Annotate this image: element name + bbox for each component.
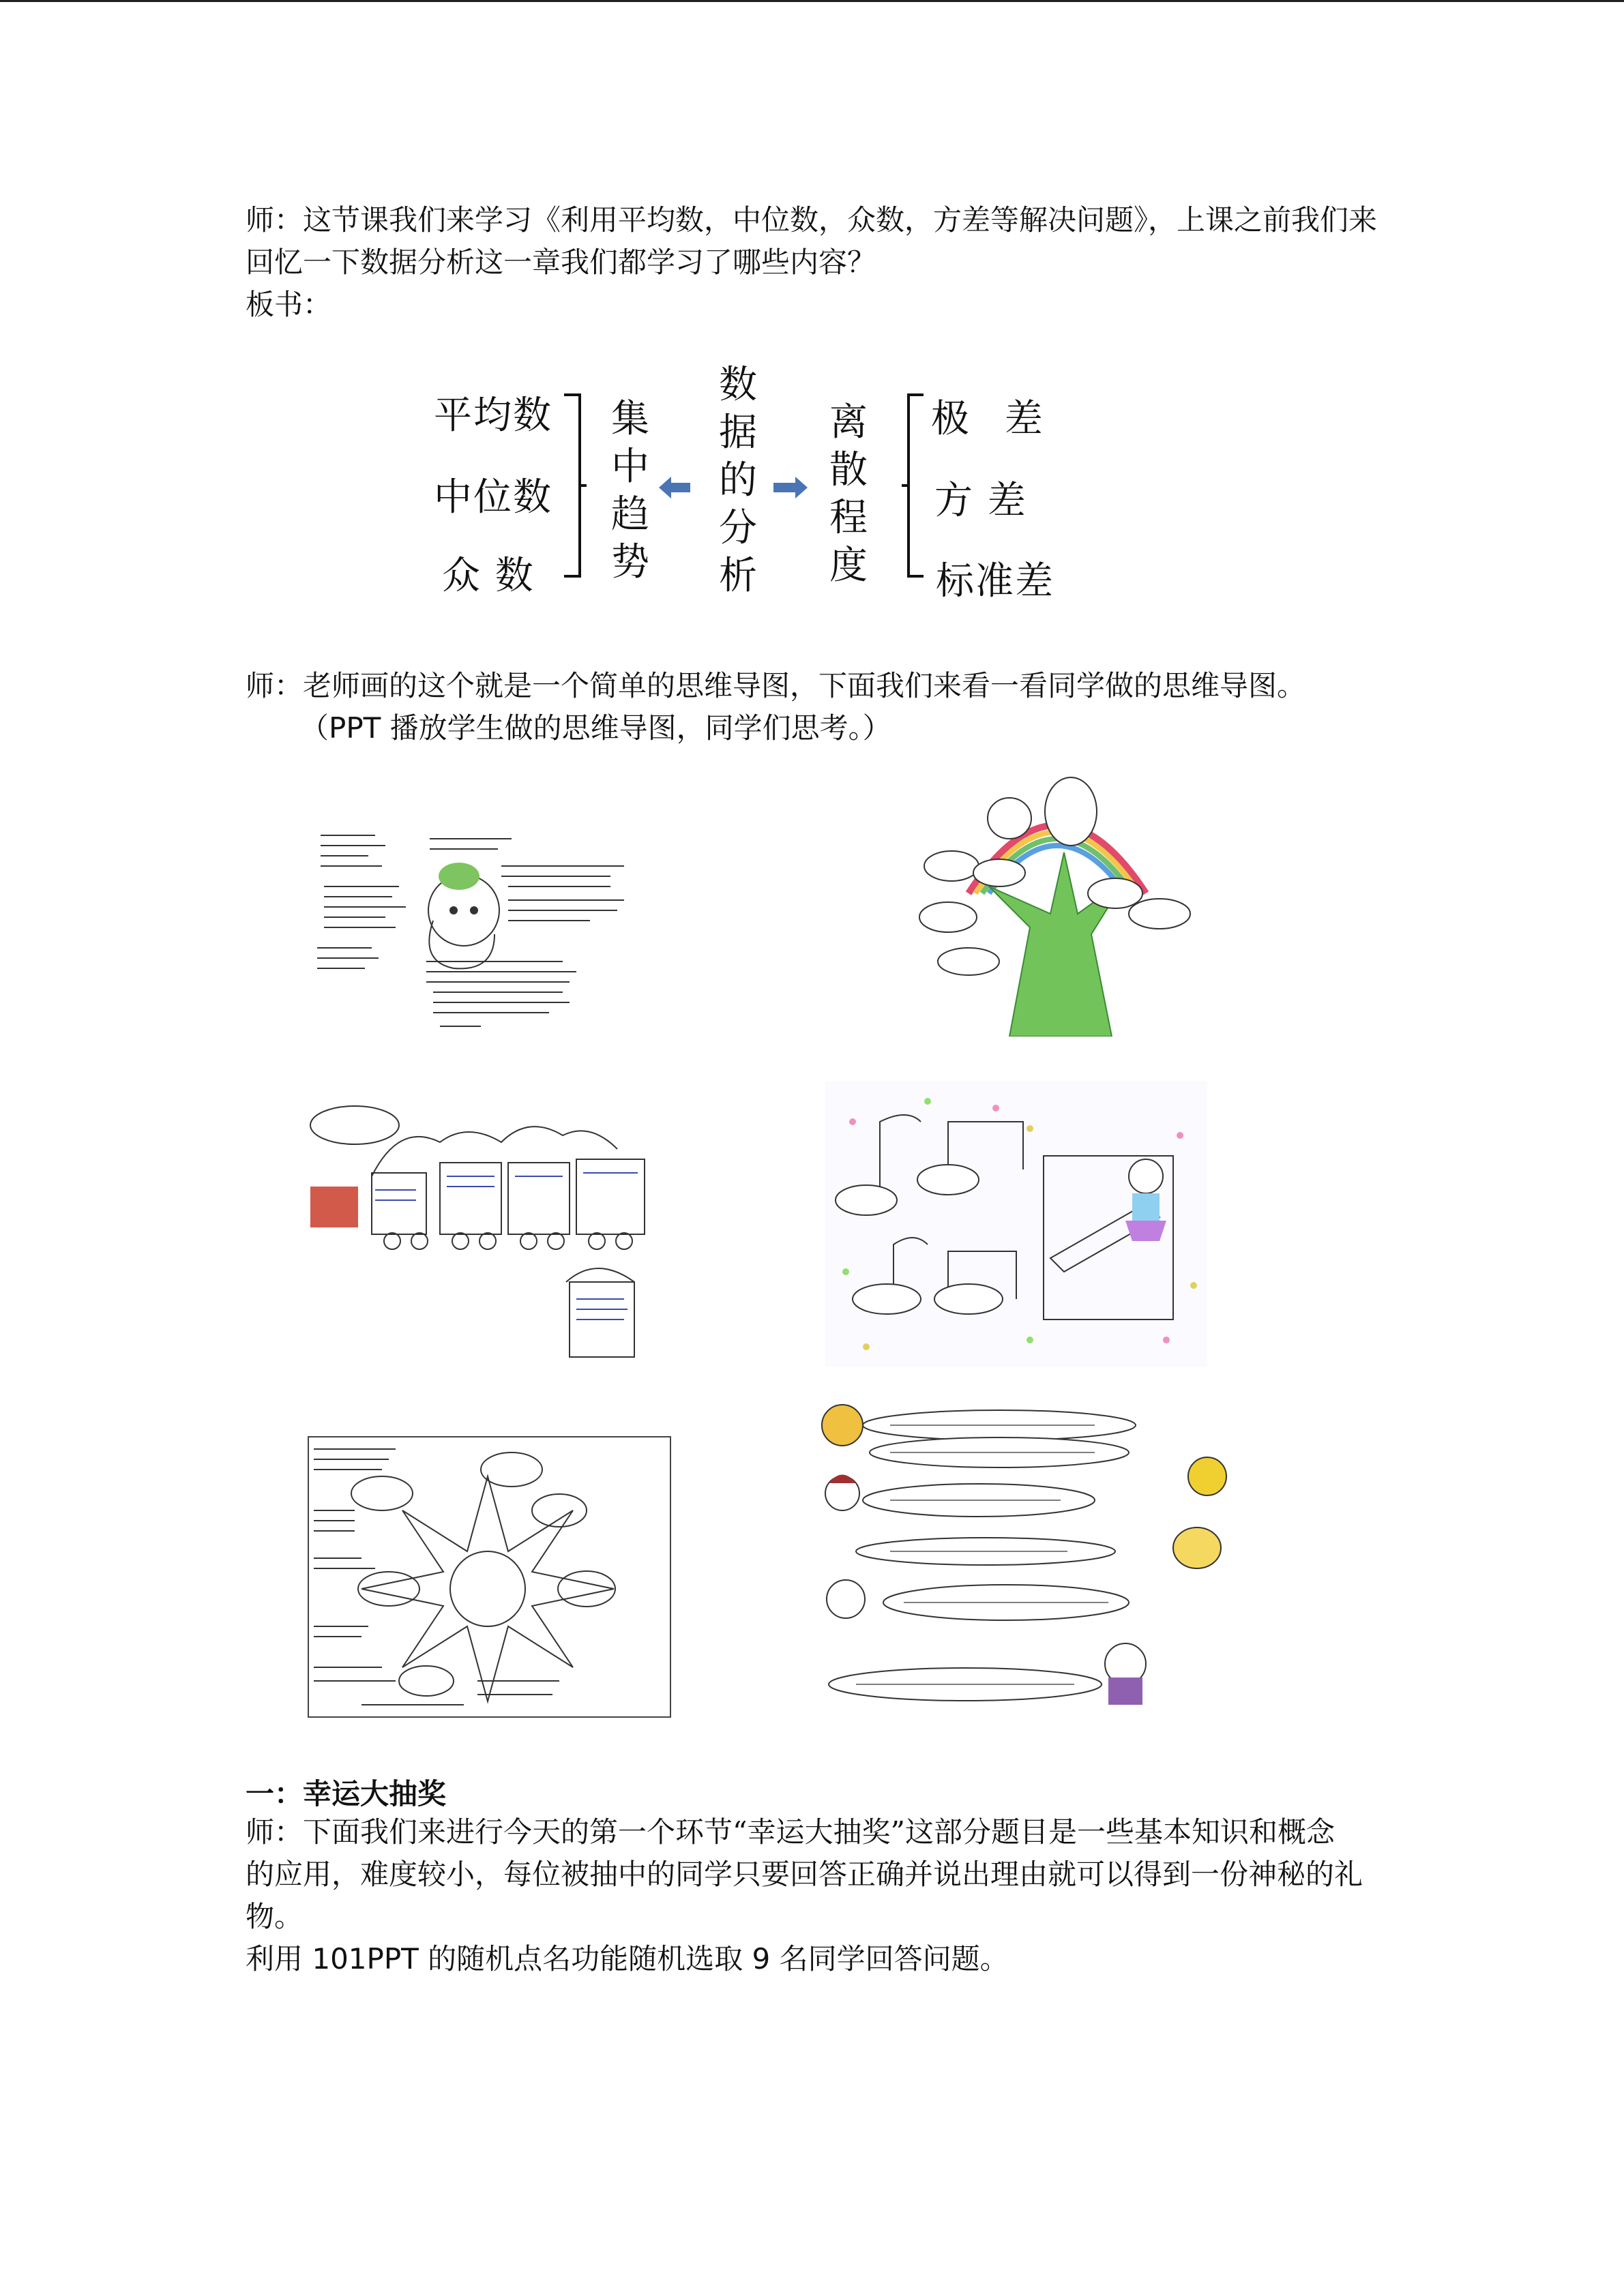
student-mindmap-image-3	[304, 1094, 672, 1367]
board-right-group: 离散程度	[829, 400, 868, 588]
left-arrow-icon	[658, 474, 692, 501]
section-1-paragraph-line-1: 师：下面我们来进行今天的第一个环节“幸运大抽奖”这部分题目是一些基本知识和概念	[246, 1815, 1335, 1849]
right-arrow-icon	[771, 474, 809, 501]
student-mindmap-image-6	[815, 1398, 1238, 1718]
student-mindmap-image-2	[887, 771, 1217, 1037]
board-right-item-1: 极 差	[931, 397, 1044, 441]
section-1-heading: 一：幸运大抽奖	[246, 1777, 447, 1810]
board-center-title: 数据的分析	[719, 363, 757, 598]
intro-line-1: 师：这节课我们来学习《利用平均数，中位数，众数，方差等解决问题》，上课之前我们来	[246, 203, 1378, 237]
image-6-drawing	[815, 1398, 1238, 1718]
board-right-item-3: 标准差	[936, 559, 1054, 603]
board-left-group: 集中趋势	[611, 397, 649, 584]
image-2-drawing	[887, 771, 1217, 1037]
board-left-item-3: 众 数	[442, 554, 535, 598]
image-4-drawing	[825, 1081, 1207, 1367]
board-right-item-2: 方 差	[934, 479, 1027, 523]
student-mindmap-image-4	[825, 1081, 1207, 1367]
page-top-border	[0, 0, 1624, 2]
image-3-drawing	[304, 1094, 672, 1367]
section-1-paragraph-line-2: 的应用，难度较小，每位被抽中的同学只要回答正确并说出理由就可以得到一份神秘的礼	[246, 1858, 1363, 1891]
image-1-drawing	[304, 798, 689, 1043]
after-board-line-1: 师：老师画的这个就是一个简单的思维导图，下面我们来看一看同学做的思维导图。	[246, 669, 1306, 702]
intro-line-3: 板书：	[246, 288, 332, 321]
left-brace	[561, 392, 588, 583]
board-left-item-2: 中位数	[434, 475, 552, 520]
student-mindmap-image-5	[307, 1435, 672, 1718]
section-1-paragraph-line-3: 物。	[246, 1900, 304, 1933]
student-mindmap-image-1	[304, 798, 689, 1043]
after-board-line-2: （PPT 播放学生做的思维导图，同学们思考。）	[300, 711, 891, 745]
intro-line-2: 回忆一下数据分析这一章我们都学习了哪些内容？	[246, 245, 876, 279]
board-left-item-1: 平均数	[434, 393, 552, 438]
image-5-drawing	[307, 1435, 672, 1718]
right-brace	[899, 392, 926, 583]
section-1-paragraph-line-4: 利用 101PPT 的随机点名功能随机选取 9 名同学回答问题。	[246, 1942, 1009, 1976]
